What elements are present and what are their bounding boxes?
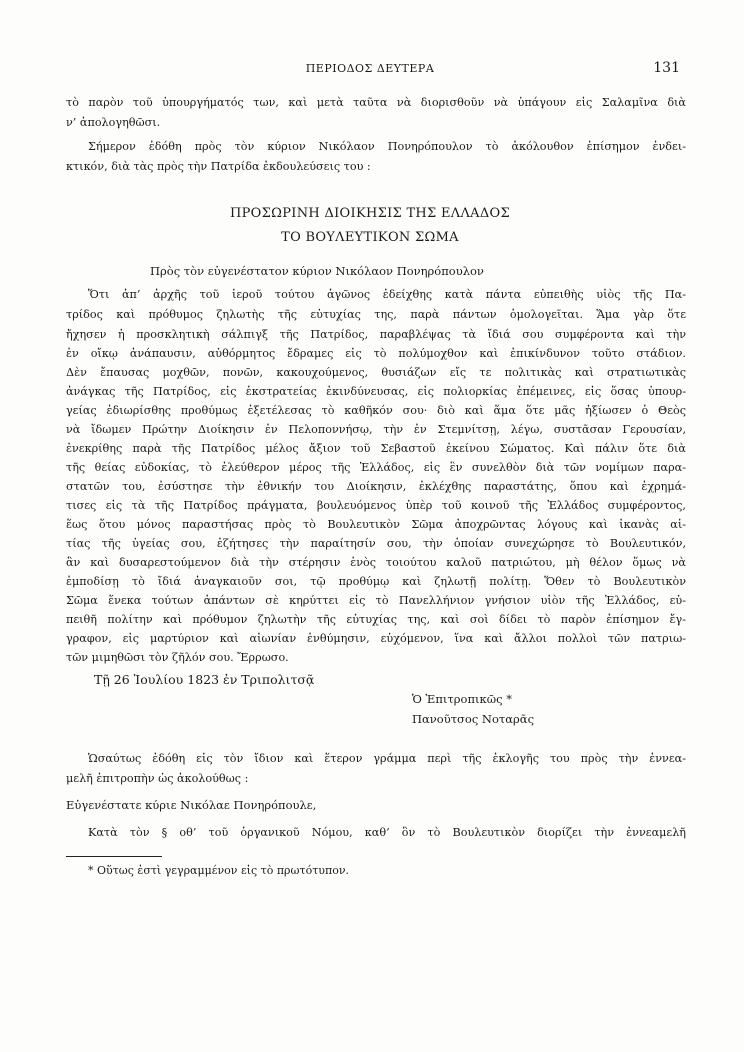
second-salutation: Εὐγενέστατε κύριε Νικόλαε Πονηρόπουλε, <box>66 798 317 812</box>
closing-line: μελῆ ἐπιτροπὴν ὡς ἀκολούθως : <box>66 772 249 785</box>
second-letter-line: Κατὰ τὸν § οθ’ τοῦ ὀργανικοῦ Νόμου, καθ’ ὃν τὸ Βουλευτικὸν διορίζει τὴν ἐννεαμελῆ <box>88 826 686 839</box>
letter-line: τρίδος καὶ πρόθυμος ζηλωτὴς τῆς εὐτυχίας της, παρὰ πάντων ὁμολογεῖται. Ἅμα γὰρ ὅτε <box>66 308 686 321</box>
date-place: Τῇ 26 Ἰουλίου 1823 ἐν Τριπολιτσᾷ <box>94 672 315 687</box>
letter-line: τῶν μιμηθῶσι τὸν ζῆλόν σου. Ἔρρωσο. <box>66 651 289 664</box>
footnote-divider <box>66 856 162 857</box>
letter-line: ἕως ὅτου μόνος παραστήσας πρὸς τὸ Βουλευτικὸν Σῶμα ἀποχρῶντας λόγους καὶ ἱκανὰς αἰ- <box>66 518 686 531</box>
letter-line: ἐμποδίσῃ τὸ ἴδιά ἀναγκαιοῦν σοι, τῷ προθύμῳ καὶ ζηλωτῇ πολίτῃ. Ὅθεν τὸ Βουλευτικὸν <box>66 575 686 588</box>
letter-line: νὰ ἴδωμεν Πρώτην Διοίκησιν ἐν Πελοποννήσῳ, τὴν ἐν Στεμνίτσῃ, λέγω, συστᾶσαν Γερουσίαν, <box>66 423 686 436</box>
letter-line: τῆς θείας εὐδοκίας, τὸ ἐλεύθερον μέρος τῆς Ἑλλάδος, εἰς ἓν συνελθὸν διὰ τῶν νομίμων παρα- <box>66 461 686 474</box>
letter-line: ἂν καὶ δυσαρεστούμενον διὰ τὴν στέρησιν ἑνὸς τοιούτου καλοῦ πατριώτου, μὴ θέλον ὅμως νὰ <box>66 556 686 569</box>
letter-line: πειθῆ πολίτην καὶ πρόθυμον ζηλωτὴν τῆς εὐτυχίας της, καὶ σοὶ δίδει τὸ παρὸν ἐπίσημον ἔγ- <box>66 613 686 626</box>
closing-line: Ὡσαύτως ἐδόθη εἰς τὸν ἴδιον καὶ ἕτερον γράμμα περὶ τῆς ἐκλογῆς του πρὸς τὴν ἐννεα- <box>88 752 686 765</box>
document-title: ΠΡΟΣΩΡΙΝΗ ΔΙΟΙΚΗΣΙΣ ΤΗΣ ΕΛΛΑΔΟΣ <box>230 206 510 221</box>
signer-role: Ὁ Ἐπιτροπικῶς * <box>412 692 512 706</box>
letter-line: στατῶν του, ἐσύστησε τὴν ἐθνικήν του Διοίκησιν, ἐκλέχθης παραστάτης, ὅπου καὶ ἐχρημά- <box>66 480 686 493</box>
letter-line: Δὲν ἔπαυσας μοχθῶν, πονῶν, κακουχούμενος, θυσιάζων εἴς τε πολιτικὰς καὶ στρατιωτικὰς <box>66 366 686 379</box>
letter-line: Ὅτι ἀπ’ ἀρχῆς τοῦ ἱεροῦ τούτου ἀγῶνος ἐδείχθης κατὰ πάντα εὐπειθὴς υἱὸς τῆς Πα- <box>88 288 686 301</box>
scan-artifact-dots <box>60 992 680 994</box>
page-number: 131 <box>653 60 680 76</box>
letter-line: ἐνεκρίθης παρὰ τῆς Πατρίδος μέλος ἄξιον τοῦ Σεβαστοῦ ἐκείνου Σώματος. Καὶ πάλιν ὅτε διὰ <box>66 442 686 455</box>
letter-line: τισες εἰς τὰ τῆς Πατρίδος πράγματα, βουλευόμενος ὑπὲρ τοῦ κοινοῦ τῆς Ἑλλάδος συμφέροντος, <box>66 499 686 512</box>
intro-line: ν’ ἀπολογηθῶσι. <box>66 116 161 129</box>
letter-line: ἀνάγκας τῆς Πατρίδος, εἰς ἐκστρατείας ἐκινδύνευσας, εἰς πολιορκίας ἐπέμεινες, εἰς ὅσας ὑπουρ- <box>66 385 686 398</box>
letter-line: ἤχησεν ἡ προσκλητικὴ σάλπιγξ τῆς Πατρίδος, παραβλέψας τὰ ἴδιά σου συμφέροντα καὶ τὴν <box>66 328 686 341</box>
intro-line: τὸ παρὸν τοῦ ὑπουργήματός των, καὶ μετὰ ταῦτα νὰ διορισθοῦν νὰ ὑπάγουν εἰς Σαλαμῖνα διὰ <box>66 96 686 109</box>
signer-name: Πανοῦτσος Νοταρᾶς <box>412 712 535 726</box>
letter-line: γείας ἐδιωρίσθης προθύμως ἐξετέλεσας τὸ καθῆκόν σου· διὸ καὶ ἅμα ὅτε μᾶς ἠξίωσεν ὁ Θεὸς <box>66 404 686 417</box>
addressee: Πρὸς τὸν εὐγενέστατον κύριον Νικόλαον Πονηρόπουλον <box>150 264 484 278</box>
notice-line: Σήμερον ἐδόθη πρὸς τὸν κύριον Νικόλαον Πονηρόπουλον τὸ ἀκόλουθον ἐπίσημον ἐνδει- <box>88 140 686 153</box>
letter-line: τίας τῆς ὑγείας σου, ἐζήτησες τὴν παραίτησίν σου, τὴν ὁποίαν συνεχώρησε τὸ Βουλευτικόν, <box>66 537 686 550</box>
letter-line: Σῶμα ἕνεκα τούτων ἁπάντων σὲ κηρύττει εἰς τὸ Πανελλήνιον γνήσιον υἱὸν τῆς Ἑλλάδος, εὐ- <box>66 594 686 607</box>
page-header <box>60 62 680 84</box>
footnote: * Οὕτως ἐστὶ γεγραμμένον εἰς τὸ πρωτότυπον. <box>88 864 350 877</box>
letter-line: γραφον, εἰς μαρτύριον καὶ αἰωνίαν ἐνθύμησιν, εὐχόμενον, ἵνα καὶ ἄλλοι πολλοὶ τῶν πατριω- <box>66 632 686 645</box>
running-head: ΠΕΡΙΟΔΟΣ ΔΕΥΤΕΡΑ <box>305 62 435 75</box>
letter-line: ἐν οἴκῳ ἀνάπαυσιν, αὐθόρμητος ἔδραμες εἰς τὸ πολύμοχθον καὶ ἐπικίνδυνον τοῦτο στάδιον. <box>66 347 686 360</box>
document-subtitle: ΤΟ ΒΟΥΛΕΥΤΙΚΟΝ ΣΩΜΑ <box>281 230 459 245</box>
notice-line: κτικόν, διὰ τὰς πρὸς τὴν Πατρίδα ἐκδουλεύσεις του : <box>66 160 371 173</box>
